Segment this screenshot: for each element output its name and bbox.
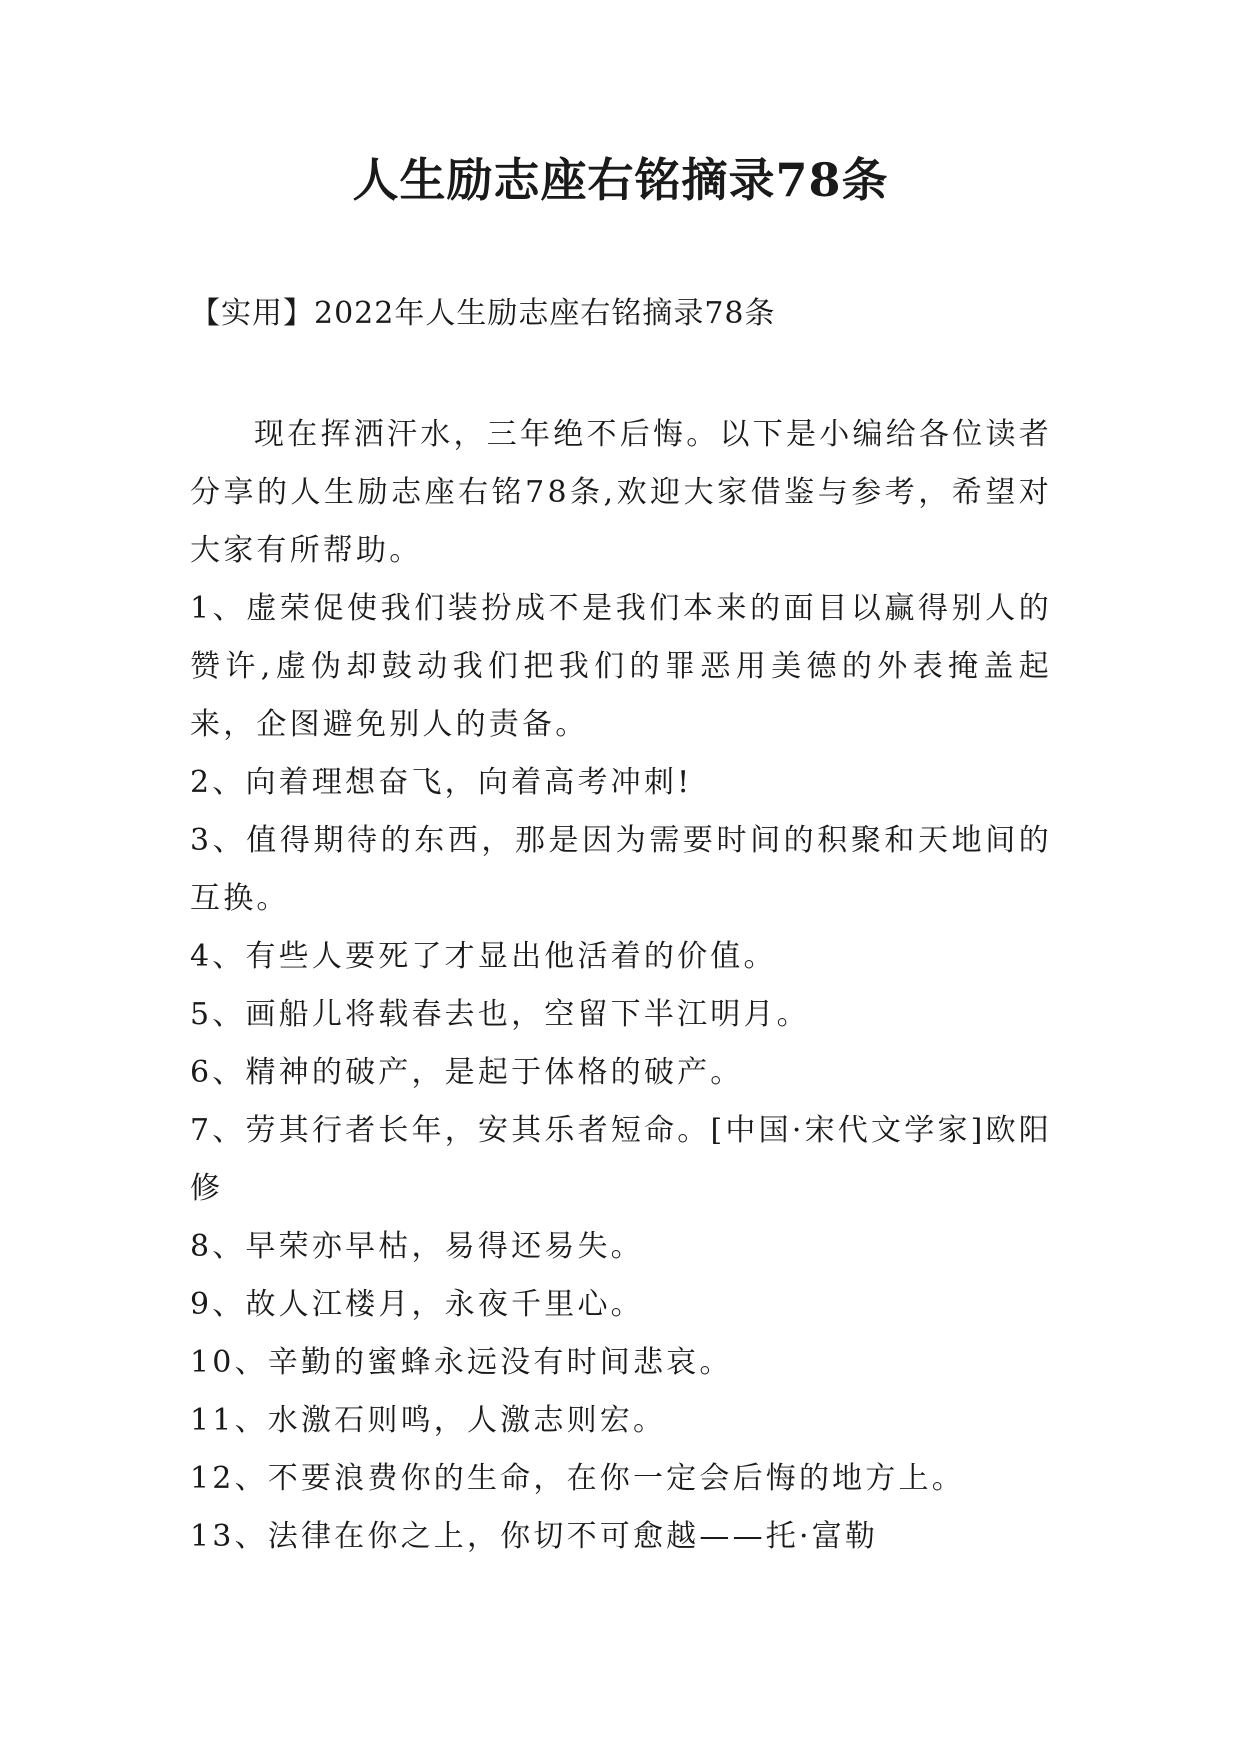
motto-item: 13、法律在你之上，你切不可愈越——托·富勒 bbox=[190, 1519, 879, 1554]
document-subtitle: 【实用】2022年人生励志座右铭摘录78条 bbox=[190, 296, 776, 331]
motto-item: 1、虚荣促使我们装扮成不是我们本来的面目以赢得别人的赞许,虚伪却鼓动我们把我们的罪恶用美德的外表掩盖起来，企图避免别人的责备。 bbox=[190, 591, 1052, 742]
motto-list bbox=[190, 580, 1052, 1566]
motto-item: 9、故人江楼月，永夜千里心。 bbox=[190, 1287, 644, 1322]
intro-paragraph: 现在挥洒汗水，三年绝不后悔。以下是小编给各位读者分享的人生励志座右铭78条,欢迎大家借鉴与参考，希望对大家有所帮助。 bbox=[190, 417, 1052, 568]
document-body bbox=[190, 406, 1052, 1566]
motto-item: 6、精神的破产，是起于体格的破产。 bbox=[190, 1055, 744, 1090]
motto-item: 10、辛勤的蜜蜂永远没有时间悲哀。 bbox=[190, 1345, 733, 1380]
motto-item: 12、不要浪费你的生命，在你一定会后悔的地方上。 bbox=[190, 1461, 965, 1496]
motto-item: 8、早荣亦早枯，易得还易失。 bbox=[190, 1229, 644, 1264]
document-title: 人生励志座右铭摘录78条 bbox=[352, 153, 889, 207]
motto-item: 3、值得期待的东西，那是因为需要时间的积聚和天地间的互换。 bbox=[190, 823, 1052, 916]
motto-item: 11、水激石则鸣，人激志则宏。 bbox=[190, 1403, 667, 1438]
motto-item: 2、向着理想奋飞，向着高考冲刺! bbox=[190, 765, 693, 800]
motto-item: 4、有些人要死了才显出他活着的价值。 bbox=[190, 939, 777, 974]
motto-item: 5、画船儿将载春去也，空留下半江明月。 bbox=[190, 997, 810, 1032]
motto-item: 7、劳其行者长年，安其乐者短命。[中国·宋代文学家]欧阳修 bbox=[190, 1113, 1052, 1206]
